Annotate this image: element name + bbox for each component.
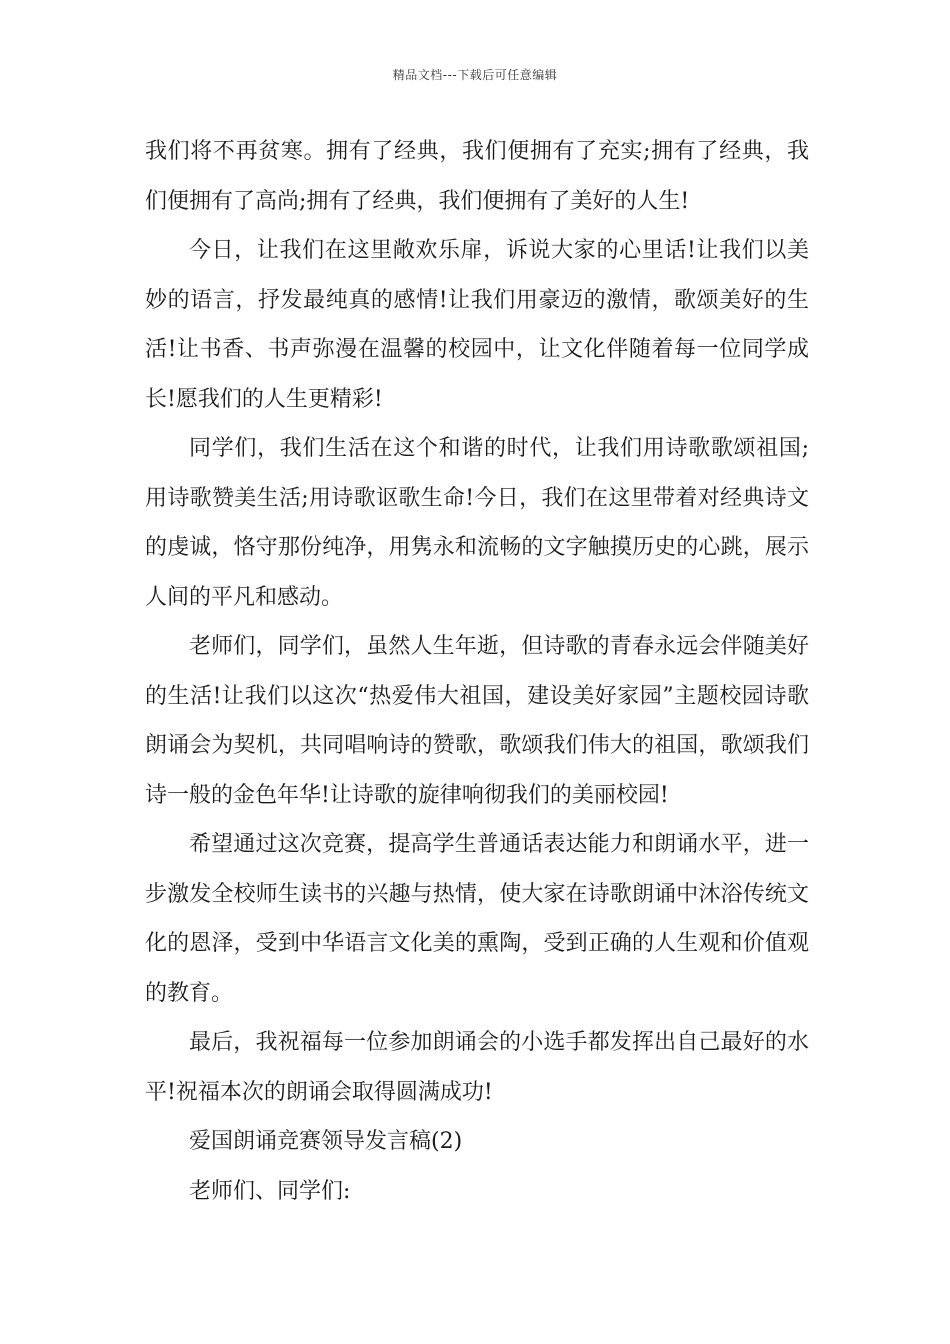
paragraph-continuation: 我们将不再贫寒。拥有了经典，我们便拥有了充实;拥有了经典，我们便拥有了高尚;拥有了经典，我们便拥有了美好的人生!	[145, 139, 809, 214]
page-header: 精品文档---下载后可任意编辑	[392, 68, 558, 82]
section-title: 爱国朗诵竞赛领导发言稿(2)	[189, 1129, 463, 1154]
paragraph-teachers-students: 老师们，同学们，虽然人生年逝，但诗歌的青春永远会伴随美好的生活!让我们以这次“热爱伟大祖国，建设美好家园”主题校园诗歌朗诵会为契机，共同唱响诗的赞歌，歌颂我们伟大的祖国，歌颂我们诗一般的金色年华!让诗歌的旋律响彻我们的美丽校园!	[145, 634, 809, 808]
paragraph-students: 同学们，我们生活在这个和谐的时代，让我们用诗歌歌颂祖国;用诗歌赞美生活;用诗歌讴歌生命!今日，我们在这里带着对经典诗文的虔诚，恪守那份纯净，用隽永和流畅的文字触摸历史的心跳，展示人间的平凡和感动。	[145, 436, 809, 610]
paragraph-hope: 希望通过这次竞赛，提高学生普通话表达能力和朗诵水平，进一步激发全校师生读书的兴趣与热情，使大家在诗歌朗诵中沐浴传统文化的恩泽，受到中华语言文化美的熏陶，受到正确的人生观和价值观的教育。	[145, 832, 809, 1006]
paragraph-closing: 最后，我祝福每一位参加朗诵会的小选手都发挥出自己最好的水平!祝福本次的朗诵会取得圆满成功!	[145, 1030, 809, 1105]
salutation: 老师们、同学们:	[189, 1178, 351, 1204]
paragraph-today: 今日，让我们在这里敞欢乐扉，诉说大家的心里话!让我们以美妙的语言，抒发最纯真的感情!让我们用豪迈的激情，歌颂美好的生活!让书香、书声弥漫在温馨的校园中，让文化伴随着每一位同学成长!愿我们的人生更精彩!	[145, 238, 809, 412]
document-body	[145, 127, 809, 1216]
